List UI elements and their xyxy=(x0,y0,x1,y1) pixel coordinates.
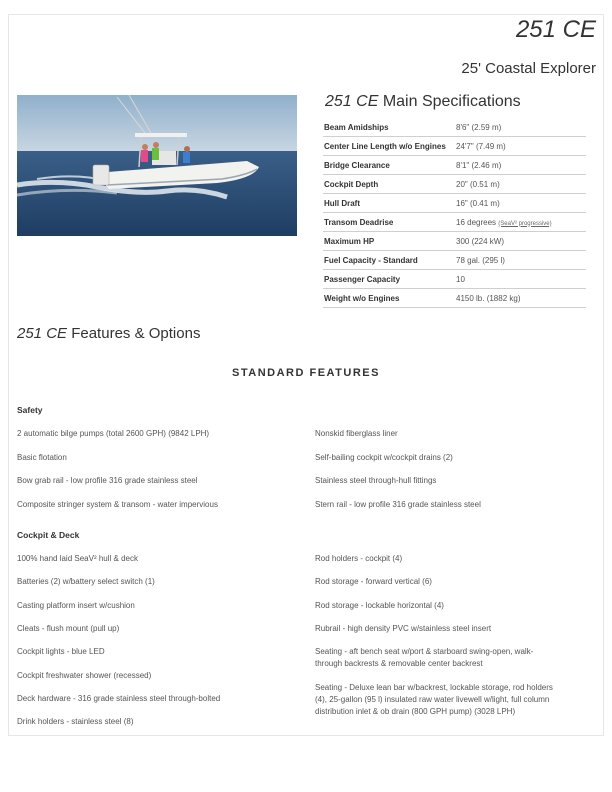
feature-item: Cockpit lights - blue LED xyxy=(17,647,105,656)
spec-row xyxy=(323,118,586,137)
model-subtitle: 25' Coastal Explorer xyxy=(461,60,596,77)
spec-label: Weight w/o Engines xyxy=(323,289,455,308)
spec-value: 8'6" (2.59 m) xyxy=(455,118,586,137)
spec-value: 4150 lb. (1882 kg) xyxy=(455,289,586,308)
standard-features-heading: STANDARD FEATURES xyxy=(232,367,380,379)
spec-label: Bridge Clearance xyxy=(323,156,455,175)
specs-title xyxy=(325,93,521,111)
feature-item: Rod storage - lockable horizontal (4) xyxy=(315,601,444,610)
spec-row xyxy=(323,270,586,289)
boat-photo-icon xyxy=(17,95,297,236)
spec-table xyxy=(323,118,586,308)
feature-item: Batteries (2) w/battery select switch (1) xyxy=(17,577,155,586)
feature-item: Rubrail - high density PVC w/stainless steel insert xyxy=(315,624,492,633)
feature-item: Rod storage - forward vertical (6) xyxy=(315,577,432,586)
feature-item: Nonskid fiberglass liner xyxy=(315,429,398,438)
spec-value: 20" (0.51 m) xyxy=(455,175,586,194)
spec-row xyxy=(323,251,586,270)
category-title-safety: Safety xyxy=(17,405,43,415)
feature-item: Seating - aft bench seat w/port & starboard swing-open, walk-through backrests & removable center backrest xyxy=(315,647,534,668)
specs-title-model: 251 CE xyxy=(325,93,379,110)
features-title xyxy=(17,325,200,342)
spec-row xyxy=(323,289,586,308)
spec-row xyxy=(323,213,586,232)
feature-item: Cockpit freshwater shower (recessed) xyxy=(17,671,152,680)
spec-value: 24'7" (7.49 m) xyxy=(455,137,586,156)
feature-item: Stern rail - low profile 316 grade stainless steel xyxy=(315,500,481,509)
spec-note-link[interactable]: (SeaV² progressive) xyxy=(498,220,552,227)
feature-item: 100% hand laid SeaV² hull & deck xyxy=(17,554,138,563)
feature-item: Rod holders - cockpit (4) xyxy=(315,554,403,563)
spec-value: 300 (224 kW) xyxy=(455,232,586,251)
feature-item: Drink holders - stainless steel (8) xyxy=(17,717,134,726)
category-title-cockpit-deck: Cockpit & Deck xyxy=(17,530,80,540)
spec-row xyxy=(323,232,586,251)
spec-label: Center Line Length w/o Engines xyxy=(323,137,455,156)
spec-label: Hull Draft xyxy=(323,194,455,213)
feature-item: Deck hardware - 316 grade stainless steel through-bolted xyxy=(17,694,221,703)
spec-value xyxy=(455,213,586,232)
features-title-model: 251 CE xyxy=(17,325,68,342)
feature-item: Casting platform insert w/cushion xyxy=(17,601,135,610)
features-title-rest: Features & Options xyxy=(67,325,201,342)
specs-title-rest: Main Specifications xyxy=(378,93,521,110)
spec-value: 16" (0.41 m) xyxy=(455,194,586,213)
spec-label: Passenger Capacity xyxy=(323,270,455,289)
feature-item: Self-bailing cockpit w/cockpit drains (2) xyxy=(315,453,453,462)
feature-item: 2 automatic bilge pumps (total 2600 GPH) (9842 LPH) xyxy=(17,429,210,438)
spec-value-text: 16 degrees xyxy=(456,217,497,227)
spec-row xyxy=(323,137,586,156)
feature-item: Composite stringer system & transom - water impervious xyxy=(17,500,218,509)
spec-label: Transom Deadrise xyxy=(323,213,455,232)
feature-item: Basic flotation xyxy=(17,453,67,462)
boat-photo xyxy=(17,95,297,236)
spec-label: Fuel Capacity - Standard xyxy=(323,251,455,270)
spec-label: Maximum HP xyxy=(323,232,455,251)
feature-item: Seating - Deluxe lean bar w/backrest, lockable storage, rod holders (4), 25-gallon (95 l) insulated raw water livewell w/light, full column distribution inlet & ob drain (800 GPH pump) (3028 LPH) xyxy=(315,683,553,716)
spec-row xyxy=(323,156,586,175)
spec-value: 78 gal. (295 l) xyxy=(455,251,586,270)
spec-row xyxy=(323,175,586,194)
spec-value: 10 xyxy=(455,270,586,289)
feature-item: Bow grab rail - low profile 316 grade stainless steel xyxy=(17,476,198,485)
feature-item: Cleats - flush mount (pull up) xyxy=(17,624,120,633)
spec-value: 8'1" (2.46 m) xyxy=(455,156,586,175)
spec-row xyxy=(323,194,586,213)
model-title: 251 CE xyxy=(515,16,596,43)
feature-item: Stainless steel through-hull fittings xyxy=(315,476,437,485)
spec-label: Beam Amidships xyxy=(323,118,455,137)
spec-label: Cockpit Depth xyxy=(323,175,455,194)
